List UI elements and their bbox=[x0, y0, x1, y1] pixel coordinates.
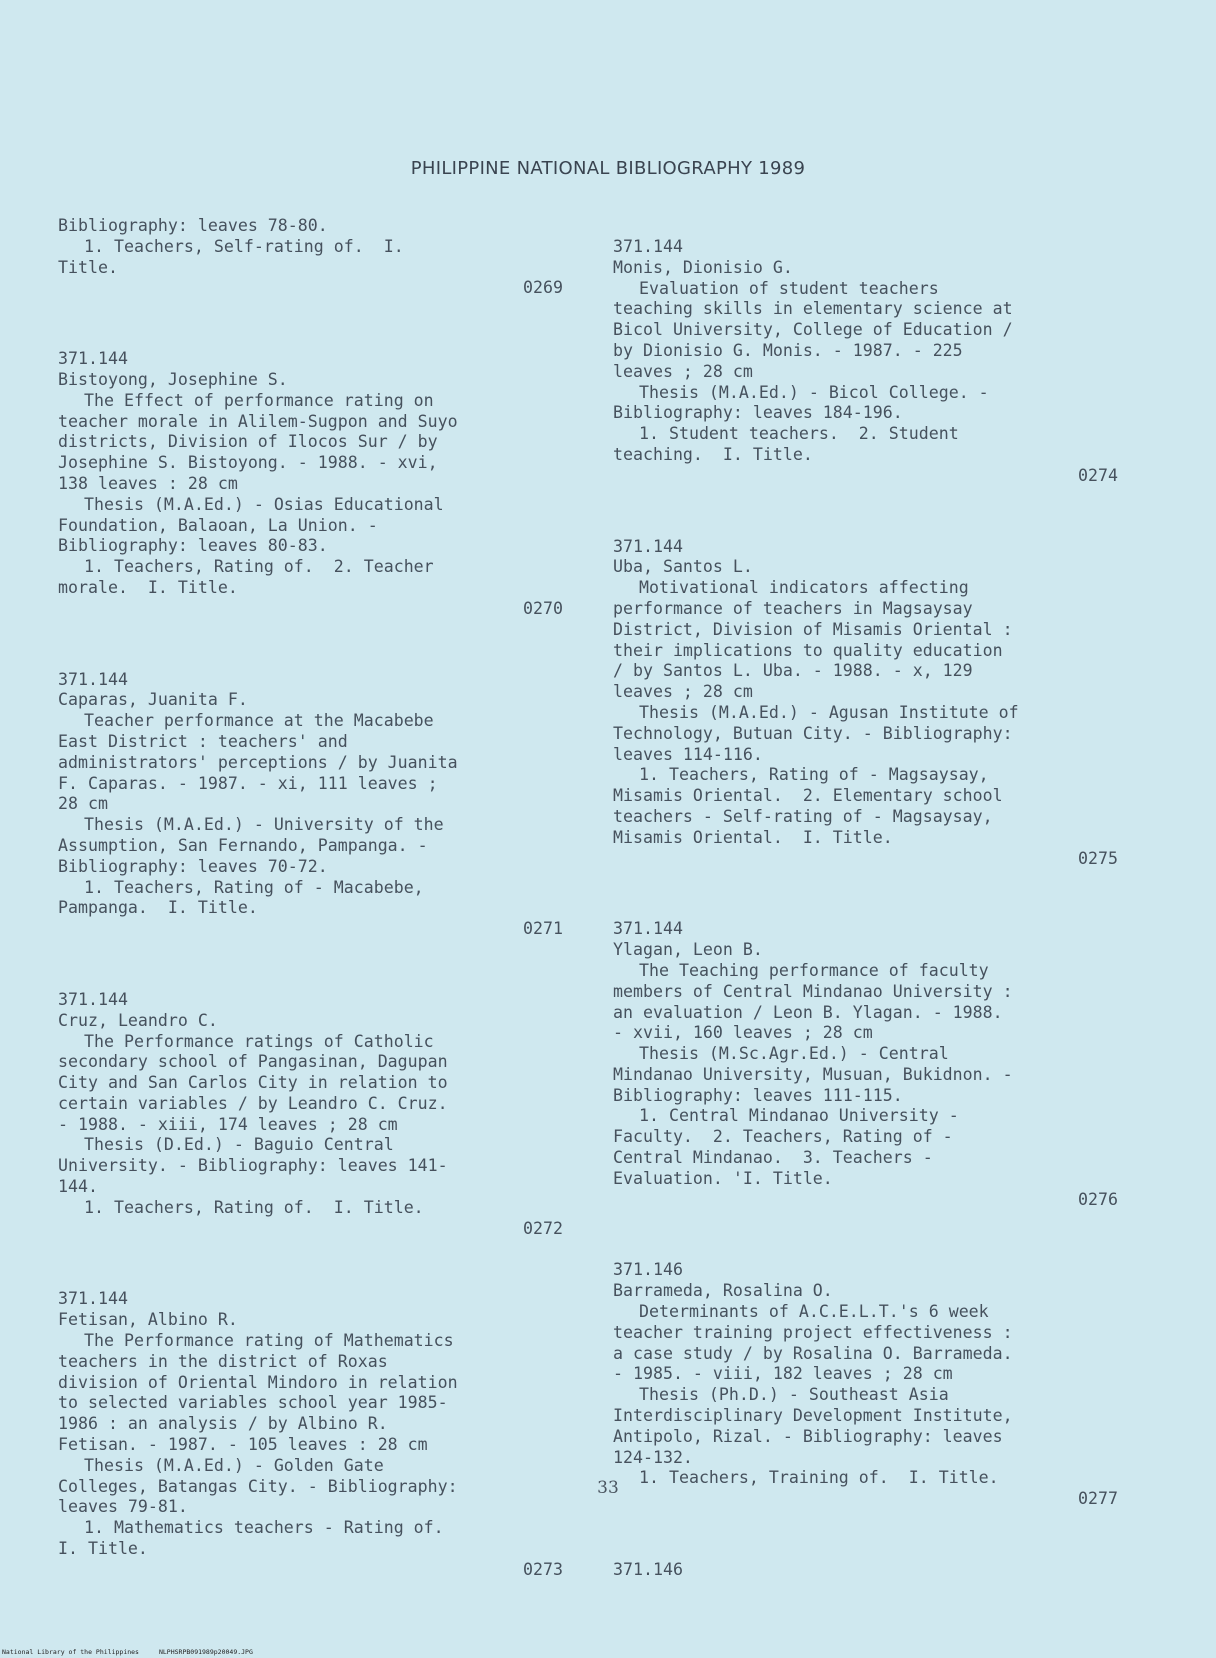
entry-line: District, Division of Misamis Oriental : bbox=[613, 619, 1013, 639]
entry-line: leaves 114-116. bbox=[613, 744, 763, 764]
entry-line: Mindanao University, Musuan, Bukidnon. - bbox=[613, 1064, 1013, 1084]
entry-line: administrators' perceptions / by Juanita bbox=[58, 752, 458, 772]
entry-line: Antipolo, Rizal. - Bibliography: leaves bbox=[613, 1426, 1003, 1446]
entry-line: - xvii, 160 leaves ; 28 cm bbox=[613, 1023, 873, 1043]
entry-line: Thesis (M.A.Ed.) - Bicol College. - bbox=[639, 382, 989, 402]
entry-line: 1. Central Mindanao University - bbox=[639, 1106, 959, 1126]
entry-line: East District : teachers' and bbox=[58, 731, 348, 751]
classification-number: 371.144 bbox=[58, 669, 128, 689]
bibliography-entry bbox=[613, 237, 1118, 487]
entry-number: 0271 bbox=[523, 919, 563, 939]
entry-line: teacher morale in Alilem-Sugpon and Suyo bbox=[58, 411, 458, 431]
entry-line: 1. Student teachers. 2. Student bbox=[639, 424, 959, 444]
entry-line: morale. I. Title. bbox=[58, 577, 238, 597]
entry-line: performance of teachers in Magsaysay bbox=[613, 598, 973, 618]
entry-line: Thesis (M.Sc.Agr.Ed.) - Central bbox=[639, 1044, 949, 1064]
entry-number: 0273 bbox=[523, 1559, 563, 1579]
entry-line: Interdisciplinary Development Institute, bbox=[613, 1406, 1013, 1426]
bibliography-entry bbox=[58, 349, 563, 619]
entry-line: Evaluation of student teachers bbox=[639, 278, 939, 298]
entry-line: division of Oriental Mindoro in relation bbox=[58, 1372, 458, 1392]
entry-line: leaves ; 28 cm bbox=[613, 682, 753, 702]
entry-line: Caparas, Juanita F. bbox=[58, 690, 248, 710]
classification-number: 371.144 bbox=[613, 237, 683, 256]
entry-line: - 1985. - viii, 182 leaves ; 28 cm bbox=[613, 1364, 953, 1384]
entry-number: 0275 bbox=[1078, 848, 1118, 868]
entry-line: Pampanga. I. Title. bbox=[58, 898, 258, 918]
bibliography-entry bbox=[58, 990, 563, 1240]
entry-line: Ylagan, Leon B. bbox=[613, 940, 763, 960]
bibliography-entry bbox=[613, 919, 1118, 1210]
entry-line: The Performance ratings of Catholic bbox=[84, 1031, 434, 1051]
entry-line: Faculty. 2. Teachers, Rating of - bbox=[613, 1127, 953, 1147]
entry-line: a case study / by Rosalina O. Barrameda. bbox=[613, 1343, 1013, 1363]
entry-line: Misamis Oriental. 2. Elementary school bbox=[613, 786, 1003, 806]
entry-line: Bistoyong, Josephine S. bbox=[58, 369, 288, 389]
entry-line: Assumption, San Fernando, Pampanga. - bbox=[58, 835, 428, 855]
entry-line: to selected variables school year 1985- bbox=[58, 1393, 448, 1413]
entry-line: 1. Teachers, Rating of - Magsaysay, bbox=[639, 765, 989, 785]
scan-footer bbox=[2, 1648, 273, 1656]
page-title: PHILIPPINE NATIONAL BIBLIOGRAPHY 1989 bbox=[410, 158, 806, 179]
page-number: 33 bbox=[597, 1478, 619, 1498]
entry-line: Uba, Santos L. bbox=[613, 557, 753, 577]
entry-line: Bibliography: leaves 70-72. bbox=[58, 856, 328, 876]
classification-number: 371.144 bbox=[613, 919, 683, 939]
bibliography-entry bbox=[58, 1289, 563, 1580]
entry-line: Teacher performance at the Macabebe bbox=[84, 711, 434, 731]
entry-line: I. Title. bbox=[58, 1539, 148, 1559]
entry-line: 1. Teachers, Self-rating of. I. bbox=[84, 236, 404, 256]
classification-number: 371.144 bbox=[58, 1289, 128, 1309]
entry-line: Bicol University, College of Education / bbox=[613, 320, 1013, 340]
entry-number: 0276 bbox=[1078, 1189, 1118, 1209]
entry-line: Thesis (Ph.D.) - Southeast Asia bbox=[639, 1385, 949, 1405]
entry-line: The Teaching performance of faculty bbox=[639, 960, 989, 980]
entry-line: Evaluation. 'I. Title. bbox=[613, 1168, 833, 1188]
entry-line: 138 leaves : 28 cm bbox=[58, 473, 238, 493]
entry-line: Title. bbox=[58, 257, 118, 277]
entry-line: Colleges, Batangas City. - Bibliography: bbox=[58, 1476, 458, 1496]
entry-line: Bibliography: leaves 184-196. bbox=[613, 403, 903, 423]
entry-line: Bibliography: leaves 80-83. bbox=[58, 536, 328, 556]
bibliography-entry bbox=[613, 1260, 1118, 1510]
classification-number: 371.144 bbox=[58, 349, 128, 369]
footer-library: National Library of the Philippines bbox=[2, 1648, 139, 1656]
entry-line: districts, Division of Ilocos Sur / by bbox=[58, 432, 438, 452]
entry-line: Motivational indicators affecting bbox=[639, 578, 969, 598]
entry-line: Thesis (M.A.Ed.) - Osias Educational bbox=[84, 494, 444, 514]
entry-number: 0277 bbox=[1078, 1489, 1118, 1509]
right-column bbox=[613, 237, 1118, 1581]
entry-line: 1. Teachers, Training of. I. Title. bbox=[639, 1468, 999, 1488]
entry-line: secondary school of Pangasinan, Dagupan bbox=[58, 1052, 448, 1072]
entry-line: / by Santos L. Uba. - 1988. - x, 129 bbox=[613, 661, 973, 681]
left-column bbox=[58, 216, 563, 1631]
entry-line: Thesis (D.Ed.) - Baguio Central bbox=[84, 1135, 394, 1155]
entry-line: teaching skills in elementary science at bbox=[613, 299, 1013, 319]
entry-line: Central Mindanao. 3. Teachers - bbox=[613, 1148, 933, 1168]
entry-line: F. Caparas. - 1987. - xi, 111 leaves ; bbox=[58, 773, 438, 793]
entry-line: Thesis (M.A.Ed.) - Golden Gate bbox=[84, 1455, 384, 1475]
entry-line: leaves ; 28 cm bbox=[613, 361, 753, 381]
bibliography-entry bbox=[58, 216, 563, 299]
entry-line: by Dionisio G. Monis. - 1987. - 225 bbox=[613, 340, 963, 360]
entry-line: Thesis (M.A.Ed.) - Agusan Institute of bbox=[639, 702, 1019, 722]
entry-line: Monis, Dionisio G. bbox=[613, 257, 793, 277]
entry-line: City and San Carlos City in relation to bbox=[58, 1073, 448, 1093]
entry-line: Josephine S. Bistoyong. - 1988. - xvi, bbox=[58, 453, 438, 473]
entry-line: Fetisan, Albino R. bbox=[58, 1310, 238, 1330]
classification-number: 371.144 bbox=[613, 536, 683, 556]
entry-line: 1. Teachers, Rating of - Macabebe, bbox=[84, 877, 424, 897]
entry-line: Determinants of A.C.E.L.T.'s 6 week bbox=[639, 1302, 989, 1322]
entry-line: certain variables / by Leandro C. Cruz. bbox=[58, 1093, 448, 1113]
entry-line: University. - Bibliography: leaves 141- bbox=[58, 1156, 448, 1176]
classification-number: 371.146 bbox=[613, 1260, 683, 1280]
entry-line: Fetisan. - 1987. - 105 leaves : 28 cm bbox=[58, 1435, 428, 1455]
entry-line: an evaluation / Leon B. Ylagan. - 1988. bbox=[613, 1002, 1003, 1022]
entry-line: 1. Teachers, Rating of. 2. Teacher bbox=[84, 557, 434, 577]
entry-line: leaves 79-81. bbox=[58, 1497, 188, 1517]
entry-line: members of Central Mindanao University : bbox=[613, 981, 1013, 1001]
entry-line: teachers in the district of Roxas bbox=[58, 1351, 388, 1371]
entry-line: Thesis (M.A.Ed.) - University of the bbox=[84, 815, 444, 835]
entry-number: 0270 bbox=[523, 598, 563, 618]
entry-line: Cruz, Leandro C. bbox=[58, 1010, 218, 1030]
entry-line: 144. bbox=[58, 1177, 98, 1197]
entry-number: 0272 bbox=[523, 1218, 563, 1238]
entry-line: 1. Mathematics teachers - Rating of. bbox=[84, 1518, 444, 1538]
bibliography-entry bbox=[613, 537, 1118, 870]
entry-line: their implications to quality education bbox=[613, 640, 1003, 660]
entry-line: Misamis Oriental. I. Title. bbox=[613, 827, 893, 847]
entry-line: Bibliography: leaves 78-80. bbox=[58, 216, 328, 235]
entry-line: 1. Teachers, Rating of. I. Title. bbox=[84, 1197, 424, 1217]
classification-number: 371.146 bbox=[613, 1560, 683, 1580]
entry-number: 0274 bbox=[1078, 465, 1118, 485]
entry-line: Foundation, Balaoan, La Union. - bbox=[58, 515, 378, 535]
entry-line: 1986 : an analysis / by Albino R. bbox=[58, 1414, 388, 1434]
footer-file: NLPHSRPB091989p20049.JPG bbox=[158, 1648, 253, 1656]
entry-line: Bibliography: leaves 111-115. bbox=[613, 1085, 903, 1105]
entry-line: 28 cm bbox=[58, 794, 108, 814]
entry-line: 124-132. bbox=[613, 1447, 693, 1467]
entry-line: - 1988. - xiii, 174 leaves ; 28 cm bbox=[58, 1114, 398, 1134]
entry-line: Technology, Butuan City. - Bibliography: bbox=[613, 723, 1013, 743]
entry-number: 0269 bbox=[523, 278, 563, 298]
entry-line: The Performance rating of Mathematics bbox=[84, 1331, 454, 1351]
entry-line: The Effect of performance rating on bbox=[84, 390, 434, 410]
bibliography-entry bbox=[58, 670, 563, 940]
entry-line: teachers - Self-rating of - Magsaysay, bbox=[613, 806, 993, 826]
entry-line: teacher training project effectiveness : bbox=[613, 1322, 1013, 1342]
entry-line: teaching. I. Title. bbox=[613, 444, 813, 464]
classification-number: 371.144 bbox=[58, 989, 128, 1009]
entry-line: Barrameda, Rosalina O. bbox=[613, 1281, 833, 1301]
